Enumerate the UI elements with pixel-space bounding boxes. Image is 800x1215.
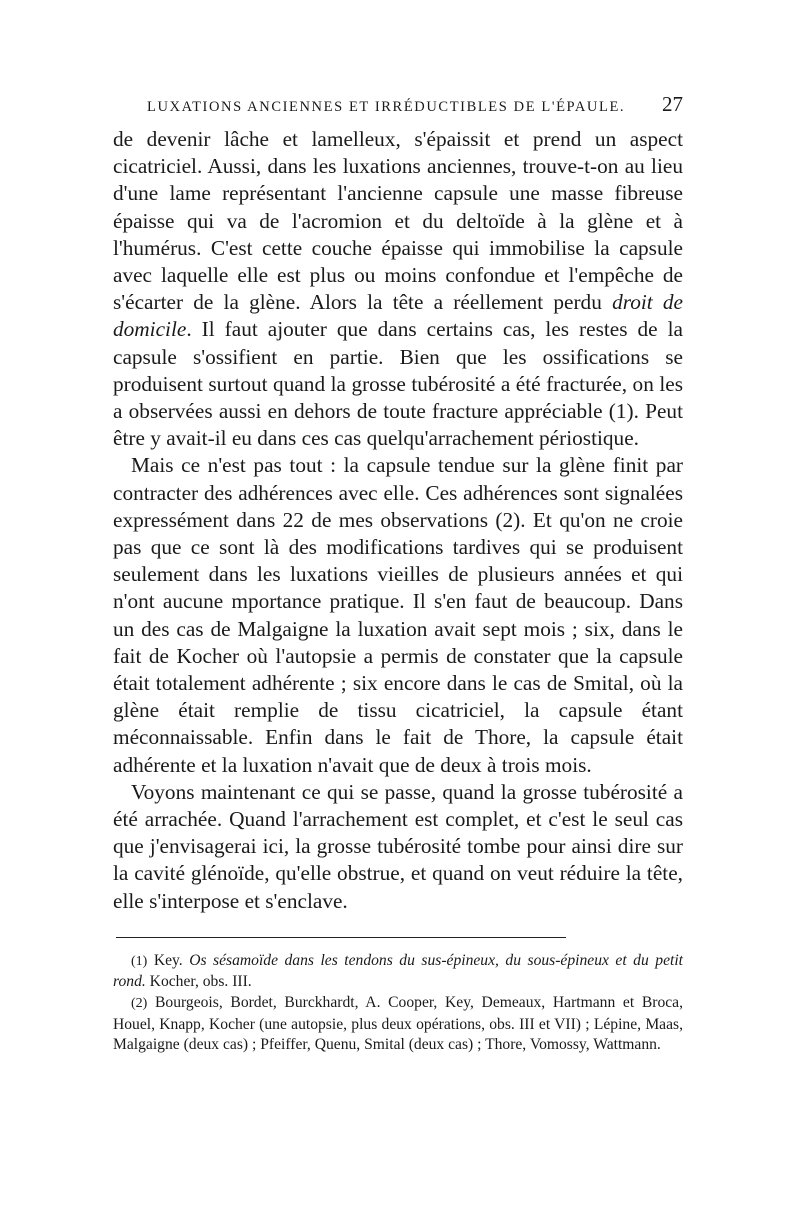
paragraph-1 <box>113 126 683 452</box>
footnote-1-title: Os sésamoïde dans les tendons du sus-épineux, du sous-épineux et du petit rond. <box>113 951 683 991</box>
footnote-2-marker: (2) <box>131 996 148 1012</box>
paragraph-2: Mais ce n'est pas tout : la capsule tendue sur la glène finit par contracter des adhérences avec elle. Ces adhérences sont signalées expressément dans 22 de mes observations (2). Et qu'on ne croie pas que ce sont là des modifications tardives qui se produisent seulement dans les luxations vieilles de plusieurs années et qui n'ont aucune mportance pratique. Il s'en faut de beaucoup. Dans un des cas de Malgaigne la luxation avait sept mois ; six, dans le fait de Kocher où l'autopsie a permis de constater que la capsule était totalement adhérente ; six encore dans le cas de Smital, où la glène était remplie de tissu cicatriciel, la capsule étant méconnaissable. Enfin dans le fait de Thore, la capsule était adhérente et la luxation n'avait que de deux à trois mois. <box>113 453 683 777</box>
body-text <box>113 126 683 915</box>
footnote-2-text: Bourgeois, Bordet, Burckhardt, A. Cooper, Key, Demeaux, Hartmann et Broca, Houel, Knapp, Kocher (une autopsie, plus deux opérations, obs. III et VII) ; Lépine, Maas, Malgaigne (deux cas) ; Pfeiffer, Quenu, Smital (deux cas) ; Thore, Vomossy, Wattmann. <box>113 994 683 1054</box>
footnote-divider <box>116 937 566 938</box>
running-head <box>113 92 683 126</box>
footnote-2 <box>113 993 683 1056</box>
paragraph-1-emphasis: droit de domicile <box>113 290 683 342</box>
footnote-1-marker: (1) <box>131 953 148 969</box>
footnote-1 <box>113 951 683 993</box>
paragraph-1-text-a: de devenir lâche et lamelleux, s'épaissit et prend un aspect cicatriciel. Aussi, dans les luxations anciennes, trouve-t-on au lieu d'une lame représentant l'ancienne capsule une masse fibreuse épaisse qui va de l'acromion et du deltoïde à la glène et à l'humérus. C'est cette couche épaisse qui immobilise la capsule avec laquelle elle est plus ou moins confondue et l'empêche de s'écarter de la glène. Alors la tête a réellement perdu <box>113 127 683 315</box>
paragraph-1-text-b: . Il faut ajouter que dans certains cas, les restes de la capsule s'ossifient en partie. Bien que les ossifications se produisent surtout quand la grosse tubérosité a été fracturée, on les a observées aussi en dehors de toute fracture appréciable (1). Peut être y avait-il eu dans ces cas quelqu'arrachement périostique. <box>113 317 683 451</box>
page-number: 27 <box>662 92 683 116</box>
book-page <box>113 92 683 1056</box>
footnote-1-text-a: Key. <box>147 951 190 969</box>
paragraph-3: Voyons maintenant ce qui se passe, quand la grosse tubérosité a été arrachée. Quand l'arrachement est complet, et c'est le seul cas que j'envisagerai ici, la grosse tubérosité tombe pour ainsi dire sur la cavité glénoïde, qu'elle obstrue, et quand on veut réduire la tête, elle s'interpose et s'enclave. <box>113 779 683 913</box>
footnotes <box>113 951 683 1056</box>
footnote-1-text-b: Kocher, obs. III. <box>145 973 252 991</box>
running-title: LUXATIONS ANCIENNES ET IRRÉDUCTIBLES DE L'ÉPAULE. <box>147 99 626 115</box>
